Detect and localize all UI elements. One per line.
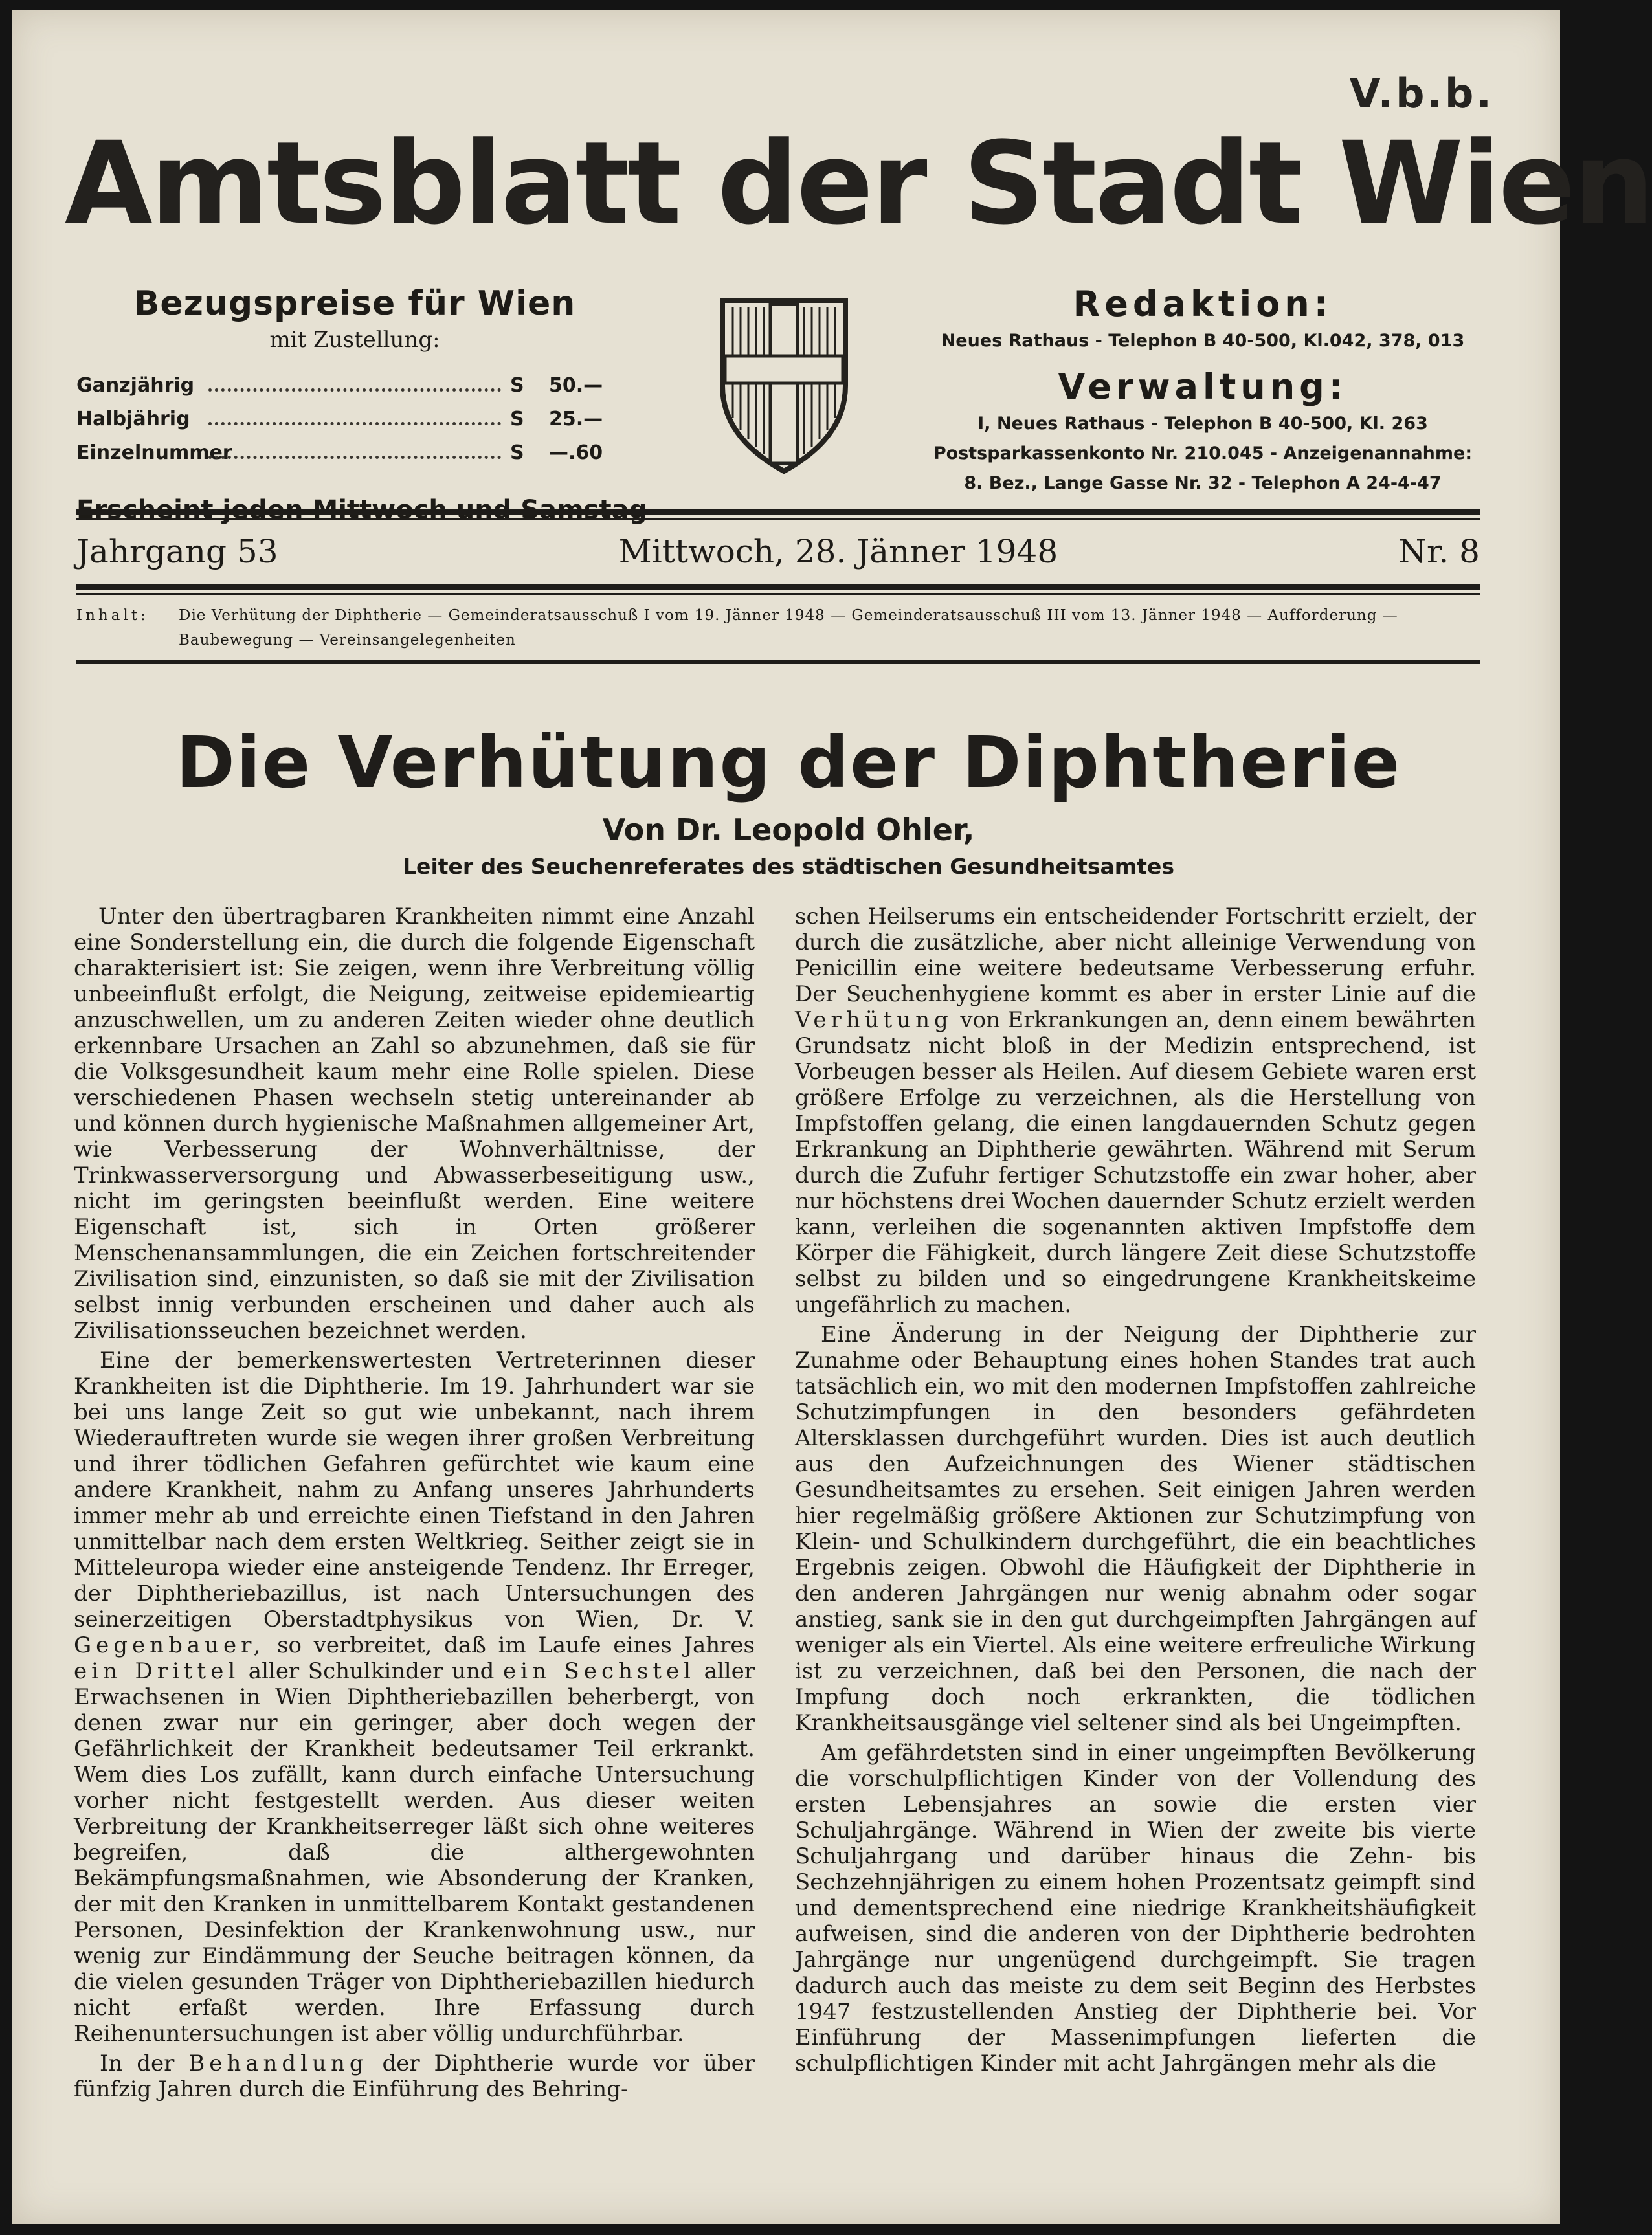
text-run: aller Schulkinder und [248, 1658, 495, 1684]
editorial-info [918, 282, 1488, 498]
emphasis: Behandlung [188, 2051, 368, 2076]
divider-thin [76, 518, 1480, 520]
spaced-name: Gegenbauer, [74, 1632, 265, 1658]
paragraph [795, 904, 1476, 1318]
price-value: 25.— [549, 408, 603, 430]
advertising-address: 8. Bez., Lange Gasse Nr. 32 - Telephon A 24-4-47 [964, 473, 1442, 493]
volume: Jahrgang 53 [76, 533, 278, 570]
verwaltung-heading: Verwaltung: [1058, 366, 1348, 407]
divider-medium [76, 660, 1480, 664]
paragraph: Am gefährdetsten sind in einer ungeimpften Bevölkerung die vorschulpflichtigen Kinder von der Vollendung des ersten Lebensjahres an sowie die ersten vier Schuljahrgänge. Während in Wien der zweite bis vierte Schuljahrgang und darüber hinaus die Zehn- bis Sechzehnjährigen zu einem hohen Prozentsatz geimpft sind und dementsprechend eine niedrige Krankheitshäufigkeit aufweisen, sind die anderen von der Diphtherie bedrohten Jahrgänge nur ungenügend durchgeimpft. Sie tragen dadurch auch das meiste zu dem seit Beginn des Herbstes 1947 festzustellenden Anstieg der Diphtherie bei. Vor Einführung der Massenimpfungen lieferten die schulpflichtigen Kinder mit acht Jahrgängen mehr als die [795, 1740, 1476, 2076]
price-label: Ganzjährig [76, 374, 195, 397]
issue-number: Nr. 8 [1398, 533, 1480, 570]
price-currency: S [510, 408, 524, 430]
paragraph: Unter den übertragbaren Krankheiten nimmt eine Anzahl eine Sonderstellung ein, die durch die folgende Eigenschaft charakterisiert ist: Sie zeigen, wenn ihre Verbreitung völlig unbeeinflußt erfolgt, die Neigung, zeitweise epidemieartig anzuschwellen, um zu anderen Zeiten wieder ohne deutlich erkennbare Ursachen an Zahl so abzunehmen, daß sie für die Volksgesundheit kaum mehr eine Rolle spielen. Diese verschiedenen Phasen wechseln stetig untereinander ab und können durch hygienische Maßnahmen allgemeiner Art, wie Verbesserung der Wohnverhältnisse, der Trinkwasserversorgung und Abwasserbeseitigung usw., nicht im geringsten beeinflußt werden. Eine weitere Eigenschaft ist, sich in Orten größerer Menschenansammlungen, die ein Zeichen fortschreitender Zivilisation sind, einzunisten, so daß sie mit der Zivilisation selbst innig verbunden erscheinen und daher auch als Zivilisationsseuchen bezeichnet werden. [74, 904, 755, 1344]
leader-dots [208, 422, 501, 425]
price-currency: S [510, 374, 524, 397]
subscription-title: Bezugspreise für Wien [133, 284, 576, 323]
price-value: —.60 [549, 441, 603, 464]
vienna-coat-of-arms-icon [715, 289, 853, 476]
price-label: Halbjährig [76, 408, 190, 430]
text-run: schen Heilserums ein entscheidender Fortschritt erzielt, der durch die zusätzliche, aber nicht alleinige Verwendung von Penicillin eine weitere bedeutsame Verbesserung erfuhr. Der Seuchenhygiene kommt es aber in erster Linie auf die [795, 904, 1476, 1007]
divider-thin [76, 593, 1480, 595]
table-of-contents [76, 603, 1480, 652]
postal-account: Postsparkassenkonto Nr. 210.045 - Anzeigenannahme: [933, 443, 1473, 463]
leader-dots [208, 456, 501, 459]
price-currency: S [510, 441, 524, 464]
price-label: Einzelnummer [76, 441, 232, 464]
masthead-title: Amtsblatt der Stadt Wien [65, 117, 1652, 250]
author-role: Leiter des Seuchenreferates des städtischen Gesundheitsamtes [403, 854, 1174, 879]
leader-dots [208, 388, 501, 392]
newspaper-page [12, 10, 1652, 2224]
divider-thick [76, 584, 1480, 590]
text-run: In der [100, 2051, 175, 2076]
text-run: von Erkrankungen an, denn einem bewährten Grundsatz nicht bloß in der Medizin entsprechend, ist Vorbeugen besser als Heilen. Auf diesem Gebiete waren erst größere Erfolge zu verzeichnen, als die Herstellung von Impfstoffen gelang, die einen langdauernden Schutz gegen Erkrankung an Diphtherie gewährten. Während mit Serum durch die Zufuhr fertiger Schutzstoffe ein zwar hoher, aber nur höchstens drei Wochen dauernder Schutz erzielt werden kann, verleihen die sogenannten aktiven Impfstoffe dem Körper die Fähigkeit, durch längere Zeit diese Schutzstoffe selbst zu bilden und so eingedrungene Krankheitskeime ungefährlich zu machen. [795, 1007, 1477, 1318]
issue-line [76, 528, 1480, 575]
subscription-subtitle: mit Zustellung: [269, 327, 440, 353]
text-run: der Diphtherie wurde vor über fünfzig Jahren durch die Einführung des Behring- [74, 2051, 755, 2102]
emphasis: ein Sechstel [503, 1658, 695, 1684]
text-run: so verbreitet, daß im Laufe eines Jahres [277, 1632, 755, 1658]
price-row [76, 369, 633, 403]
subscription-prices [76, 282, 633, 527]
article-title: Die Verhütung der Diphtherie [175, 721, 1401, 804]
paragraph [74, 2051, 755, 2102]
price-value: 50.— [549, 374, 603, 397]
price-row [76, 403, 633, 436]
article-author: Von Dr. Leopold Ohler, [602, 812, 975, 847]
paragraph: Eine Änderung in der Neigung der Diphtherie zur Zunahme oder Behauptung eines hohen Standes trat auch tatsächlich ein, wo mit den modernen Impfstoffen zahlreiche Schutzimpfungen in den besonders gefährdeten Altersklassen durchgeführt wurden. Dies ist auch deutlich aus den Aufzeichnungen des Wiener städtischen Gesundheitsamtes zu ersehen. Seit einigen Jahren werden hier regelmäßig größere Aktionen zur Schutzimpfung von Klein- und Schulkindern durchgeführt, die ein beachtliches Ergebnis zeigen. Obwohl die Häufigkeit der Diphtherie in den anderen Jahrgängen nur wenig abnahm oder sogar anstieg, sank sie in den gut durchgeimpften Jahrgängen auf weniger als ein Viertel. Als eine weitere erfreuliche Wirkung ist zu verzeichnen, daß bei den Personen, die nach der Impfung doch noch erkrankten, die tödlichen Krankheitsausgänge viel seltener sind als bei Ungeimpften. [795, 1322, 1476, 1736]
postal-stamp-text: V.b.b. [1349, 70, 1494, 117]
issue-date: Mittwoch, 28. Jänner 1948 [618, 533, 1058, 570]
text-run: aller Erwachsenen in Wien Diphtheriebazillen beherbergt, von denen zwar nur ein geringer, aber doch wegen der Gefährlichkeit der Krankheit bedeutsamer Teil erkrankt. Wem dies Los zufällt, kann durch einfache Untersuchung vorher nicht festgestellt werden. Aus dieser weiten Verbreitung der Krankheitserreger läßt sich ohne weiteres begreifen, daß die althergewohnten Bekämpfungsmaßnahmen, wie Absonderung der Kranken, der mit den Kranken in unmittelbarem Kontakt gestandenen Personen, Desinfektion der Krankenwohnung usw., nur wenig zur Eindämmung der Seuche beitragen können, da die vielen gesunden Träger von Diphtheriebazillen hiedurch nicht erfaßt werden. Ihre Erfassung durch Reihenuntersuchungen ist aber völlig undurchführbar. [74, 1658, 755, 2047]
emphasis: ein Drittel [74, 1658, 240, 1684]
emphasis: Verhütung [795, 1007, 953, 1033]
paragraph [74, 1348, 755, 2047]
article-column-left [74, 904, 755, 2106]
redaktion-heading: Redaktion: [1073, 284, 1333, 324]
text-run: Eine der bemerkenswertesten Vertreterinnen dieser Krankheiten ist die Diphtherie. Im 19. Jahrhundert war sie bei uns lange Zeit so gut wie unbekannt, nach ihrem Wiederauftreten wurde sie wegen ihrer großen Verbreitung und ihrer tödlichen Gefahren gefürchtet wie kaum eine andere Krankheit, nahm zu Anfang unseres Jahrhunderts immer mehr ab und erreichte einen Tiefstand in den Jahren unmittelbar nach dem ersten Weltkrieg. Seither zeigt sie in Mitteleuropa wieder eine ansteigende Tendenz. Ihr Erreger, der Diphtheriebazillus, ist nach Untersuchungen des seinerzeitigen Oberstadtphysikus von Wien, Dr. V. [74, 1348, 755, 1632]
article-column-right [795, 904, 1476, 2080]
contents-label: Inhalt: [76, 607, 149, 624]
verwaltung-address: I, Neues Rathaus - Telephon B 40-500, Kl. 263 [977, 414, 1428, 434]
contents-text: Die Verhütung der Diphtherie — Gemeinderatsausschuß I vom 19. Jänner 1948 — Gemeinderatsausschuß III vom 13. Jänner 1948 — Aufforderung — Baubewegung — Vereinsangelegenheiten [179, 607, 1398, 649]
redaktion-address: Neues Rathaus - Telephon B 40-500, Kl.042, 378, 013 [941, 331, 1465, 351]
price-row [76, 436, 633, 470]
divider-thick [76, 509, 1480, 515]
